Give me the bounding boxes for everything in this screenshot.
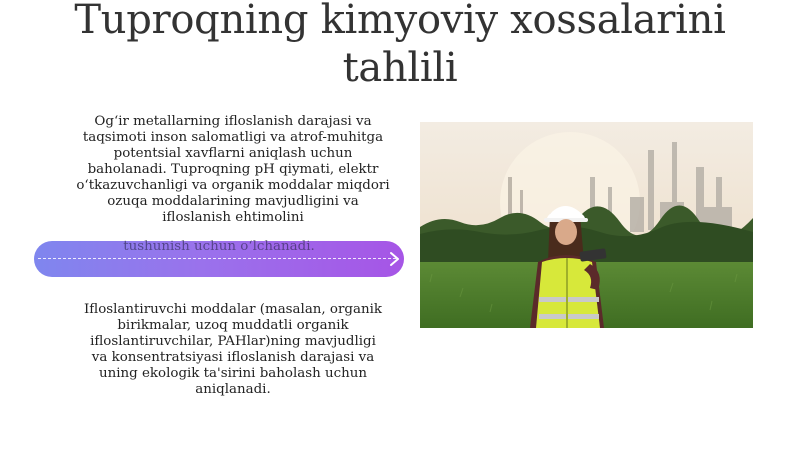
arrow-right-icon: [388, 250, 402, 268]
field-worker-photo: [420, 122, 753, 328]
slide-title: Tuproqning kimyoviy xossalarini tahlili: [74, 0, 726, 91]
bar-overlay-text: tushunish uchun o‘lchanadi.: [123, 239, 315, 254]
industrial-field-photo-icon: [420, 122, 753, 328]
paragraph-chemical-analysis: Og‘ir metallarning ifloslanish darajasi va taqsimoti inson salomatligi va atrof-muhitga potentsial xavflarni aniqlash uchun baholanadi. Tuproqning pH qiymati, elektr o‘tkazuvchanligi va organik moddalar miqdori ozuqa moddalarining mavjudligini va ifloslanish ehtimolini: [76, 114, 390, 225]
bar-dashed-line: [38, 258, 396, 259]
gradient-slider-bar[interactable]: [34, 241, 404, 277]
paragraph-pollutants: Ifloslantiruvchi moddalar (masalan, organik birikmalar, uzoq muddatli organik ifloslantiruvchilar, PAHlar)ning mavjudligi va konsentratsiyasi ifloslanish darajasi va uning ekologik ta'sirini baholash uchun aniqlanadi.: [84, 302, 382, 397]
